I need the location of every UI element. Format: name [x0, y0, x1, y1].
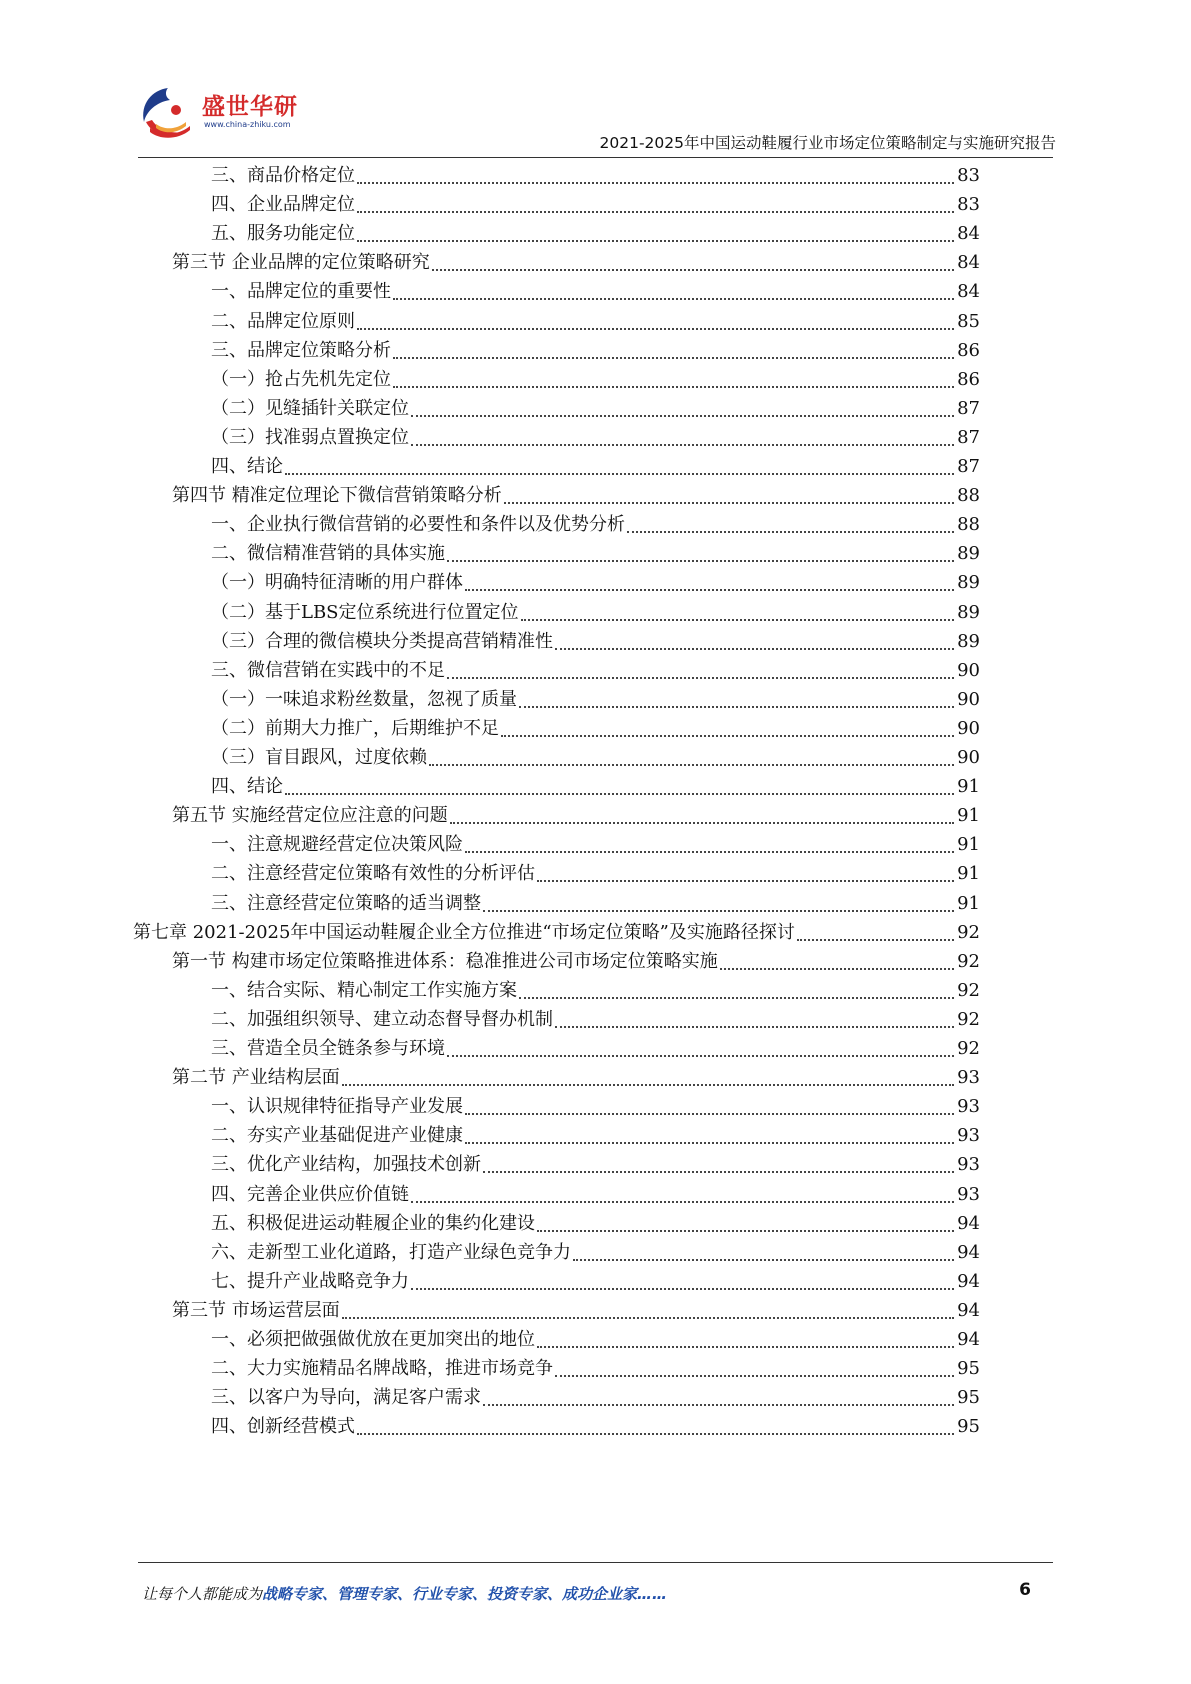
toc-entry[interactable]	[211, 657, 980, 685]
toc-entry-page: 88	[957, 514, 980, 536]
toc-entry[interactable]	[211, 220, 980, 248]
toc-entry[interactable]	[211, 628, 980, 656]
toc-entry-page: 91	[957, 805, 980, 827]
toc-dot-leader	[465, 1142, 954, 1144]
toc-entry[interactable]	[211, 715, 980, 743]
toc-entry[interactable]	[211, 890, 980, 918]
toc-entry-page: 94	[957, 1212, 980, 1234]
toc-dot-leader	[537, 1346, 954, 1348]
toc-entry[interactable]	[172, 1297, 980, 1325]
toc-entry-label: 三、营造全员全链条参与环境	[211, 1038, 445, 1059]
toc-entry-page: 92	[957, 921, 980, 943]
toc-entry-label: 第二节 产业结构层面	[172, 1067, 340, 1089]
toc-entry-label: 第三节 企业品牌的定位策略研究	[172, 252, 430, 274]
toc-entry[interactable]	[211, 366, 980, 394]
toc-entry-label: 四、完善企业供应价值链	[211, 1183, 409, 1205]
toc-dot-leader	[555, 648, 954, 650]
toc-entry-label: 三、注意经营定位策略的适当调整	[211, 892, 481, 914]
toc-entry-label: 三、优化产业结构，加强技术创新	[211, 1154, 481, 1176]
toc-entry[interactable]	[172, 1064, 980, 1092]
toc-entry-label: （一）一味追求粉丝数量，忽视了质量	[211, 688, 517, 710]
toc-entry-label: 一、品牌定位的重要性	[211, 281, 391, 303]
toc-entry-page: 89	[957, 543, 980, 565]
toc-entry[interactable]	[211, 540, 980, 568]
toc-entry[interactable]	[211, 1384, 980, 1412]
toc-entry-label: 二、大力实施精品名牌战略，推进市场竞争	[211, 1358, 553, 1380]
toc-entry[interactable]	[172, 802, 980, 830]
toc-entry-label: 一、企业执行微信营销的必要性和条件以及优势分析	[211, 514, 625, 536]
report-title: 2021-2025年中国运动鞋履行业市场定位策略制定与实施研究报告	[599, 134, 1056, 152]
toc-dot-leader	[447, 560, 954, 562]
logo-mark-icon	[138, 82, 200, 144]
toc-dot-leader	[537, 1230, 954, 1232]
toc-dot-leader	[521, 619, 954, 621]
toc-entry-page: 91	[957, 892, 980, 914]
toc-entry-page: 92	[957, 950, 980, 972]
toc-dot-leader	[357, 182, 954, 184]
toc-dot-leader	[720, 968, 954, 970]
toc-entry-label: 三、商品价格定位	[211, 165, 355, 186]
toc-dot-leader	[465, 851, 954, 853]
toc-entry[interactable]	[211, 1268, 980, 1296]
toc-dot-leader	[411, 444, 954, 446]
toc-dot-leader	[501, 735, 954, 737]
toc-entry-label: 第四节 精准定位理论下微信营销策略分析	[172, 485, 502, 507]
toc-entry[interactable]	[211, 424, 980, 452]
toc-entry-label: 四、创新经营模式	[211, 1416, 355, 1438]
toc-entry[interactable]	[211, 744, 980, 772]
toc-dot-leader	[393, 298, 954, 300]
toc-entry-label: 五、积极促进运动鞋履企业的集约化建设	[211, 1212, 535, 1234]
toc-entry-page: 92	[957, 979, 980, 1001]
toc-entry-page: 95	[957, 1416, 980, 1438]
toc-dot-leader	[411, 1201, 954, 1203]
toc-entry-page: 84	[957, 252, 980, 274]
toc-entry-label: 一、注意规避经营定位决策风险	[211, 834, 463, 856]
toc-dot-leader	[411, 415, 954, 417]
toc-entry-page: 84	[957, 223, 980, 245]
toc-entry[interactable]	[211, 278, 980, 306]
toc-entry-label: 四、企业品牌定位	[211, 194, 355, 216]
toc-entry-label: 五、服务功能定位	[211, 223, 355, 245]
toc-entry-label: 第一节 构建市场定位策略推进体系：稳准推进公司市场定位策略实施	[172, 950, 718, 972]
toc-entry[interactable]	[211, 308, 980, 336]
toc-dot-leader	[342, 1317, 954, 1319]
toc-entry-label: （二）基于LBS定位系统进行位置定位	[211, 601, 519, 623]
toc-entry-label: 四、结论	[211, 776, 283, 798]
toc-entry-page: 90	[957, 717, 980, 739]
toc-dot-leader	[483, 1171, 954, 1173]
toc-entry[interactable]	[172, 249, 980, 277]
toc-entry-page: 84	[957, 281, 980, 303]
toc-entry[interactable]	[172, 482, 980, 510]
toc-dot-leader	[357, 240, 954, 242]
toc-entry-page: 94	[957, 1329, 980, 1350]
toc-entry-page: 91	[957, 776, 980, 798]
toc-entry-label: （三）找准弱点置换定位	[211, 426, 409, 448]
toc-entry-label: 一、结合实际、精心制定工作实施方案	[211, 979, 517, 1001]
toc-entry-page: 86	[957, 368, 980, 390]
page-header	[0, 0, 1191, 160]
toc-entry-page: 88	[957, 485, 980, 507]
slogan-prefix: 让每个人都能成为	[142, 1585, 263, 1603]
toc-entry[interactable]	[211, 773, 980, 801]
toc-entry[interactable]	[172, 948, 980, 976]
toc-entry-label: （三）合理的微信模块分类提高营销精准性	[211, 630, 553, 652]
toc-entry-label: 一、认识规律特征指导产业发展	[211, 1096, 463, 1118]
toc-dot-leader	[357, 211, 954, 213]
toc-entry[interactable]	[211, 1006, 980, 1034]
toc-entry-label: 二、注意经营定位策略有效性的分析评估	[211, 863, 535, 885]
toc-entry[interactable]	[211, 1122, 980, 1150]
toc-entry-page: 83	[957, 165, 980, 186]
toc-dot-leader	[797, 939, 954, 941]
toc-entry-page: 83	[957, 194, 980, 216]
toc-entry[interactable]	[211, 162, 980, 190]
toc-entry-label: 七、提升产业战略竞争力	[211, 1270, 409, 1292]
page-number: 6	[1019, 1580, 1031, 1600]
company-logo	[138, 82, 328, 144]
toc-entry[interactable]	[211, 977, 980, 1005]
toc-dot-leader	[450, 822, 954, 824]
toc-dot-leader	[465, 1113, 954, 1115]
toc-entry[interactable]	[211, 1326, 980, 1354]
toc-dot-leader	[342, 1084, 954, 1086]
toc-entry-label: 二、夯实产业基础促进产业健康	[211, 1125, 463, 1147]
toc-entry-page: 94	[957, 1241, 980, 1263]
toc-dot-leader	[429, 764, 954, 766]
toc-entry-page: 89	[957, 630, 980, 652]
toc-entry-label: （一）明确特征清晰的用户群体	[211, 572, 463, 594]
toc-entry-page: 90	[957, 747, 980, 768]
toc-entry-label: 四、结论	[211, 456, 283, 477]
toc-entry[interactable]	[211, 1355, 980, 1383]
toc-dot-leader	[483, 910, 954, 912]
toc-entry[interactable]	[211, 1181, 980, 1209]
toc-entry-page: 87	[957, 397, 980, 419]
toc-entry-label: 三、微信营销在实践中的不足	[211, 659, 445, 681]
toc-entry-page: 89	[957, 572, 980, 594]
toc-entry-label: 二、加强组织领导、建立动态督导督办机制	[211, 1008, 553, 1030]
toc-dot-leader	[519, 997, 954, 999]
toc-entry-label: 三、以客户为导向，满足客户需求	[211, 1387, 481, 1409]
toc-entry-page: 92	[957, 1008, 980, 1030]
toc-entry-page: 93	[957, 1183, 980, 1205]
toc-entry[interactable]	[211, 191, 980, 219]
toc-entry[interactable]	[211, 686, 980, 714]
toc-dot-leader	[393, 357, 954, 359]
toc-entry-page: 86	[957, 339, 980, 361]
toc-entry[interactable]	[133, 919, 980, 947]
toc-entry-label: 六、走新型工业化道路，打造产业绿色竞争力	[211, 1241, 571, 1263]
logo-url: www.china-zhiku.com	[204, 120, 291, 129]
toc-entry-page: 93	[957, 1154, 980, 1176]
toc-dot-leader	[447, 677, 954, 679]
toc-dot-leader	[357, 328, 954, 330]
toc-dot-leader	[504, 502, 954, 504]
toc-entry[interactable]	[211, 453, 980, 481]
toc-dot-leader	[465, 589, 954, 591]
toc-entry-page: 87	[957, 456, 980, 477]
toc-entry-label: 三、品牌定位策略分析	[211, 339, 391, 361]
toc-dot-leader	[483, 1404, 954, 1406]
toc-dot-leader	[285, 473, 954, 475]
slogan-highlight: 战略专家、管理专家、行业专家、投资专家、成功企业家……	[262, 1585, 668, 1603]
toc-entry-page: 93	[957, 1125, 980, 1147]
toc-entry[interactable]	[211, 395, 980, 423]
toc-dot-leader	[357, 1433, 954, 1435]
toc-entry[interactable]	[211, 1151, 980, 1179]
toc-entry-page: 91	[957, 863, 980, 885]
toc-dot-leader	[537, 880, 954, 882]
toc-entry-page: 93	[957, 1096, 980, 1118]
toc-dot-leader	[555, 1026, 954, 1028]
toc-entry-label: （一）抢占先机先定位	[211, 368, 391, 390]
toc-entry-label: 第七章 2021-2025年中国运动鞋履企业全方位推进“市场定位策略”及实施路径探讨	[133, 921, 795, 943]
toc-entry-page: 91	[957, 834, 980, 856]
toc-entry[interactable]	[211, 831, 980, 859]
logo-name: 盛世华研	[202, 94, 298, 120]
toc-dot-leader	[519, 706, 954, 708]
toc-entry[interactable]	[211, 511, 980, 539]
toc-entry-page: 85	[957, 310, 980, 332]
toc-entry-label: 二、微信精准营销的具体实施	[211, 543, 445, 565]
toc-dot-leader	[285, 793, 954, 795]
toc-entry-label: 二、品牌定位原则	[211, 310, 355, 332]
toc-entry[interactable]	[211, 337, 980, 365]
toc-entry-page: 90	[957, 659, 980, 681]
toc-dot-leader	[432, 269, 954, 271]
toc-dot-leader	[411, 1288, 954, 1290]
toc-entry-page: 89	[957, 601, 980, 623]
toc-entry-page: 94	[957, 1270, 980, 1292]
toc-dot-leader	[573, 1259, 954, 1261]
header-divider	[138, 157, 1053, 158]
toc-entry[interactable]	[211, 1093, 980, 1121]
toc-entry-page: 90	[957, 688, 980, 710]
toc-entry[interactable]	[211, 1239, 980, 1267]
toc-entry-page: 95	[957, 1358, 980, 1380]
toc-entry-label: 第五节 实施经营定位应注意的问题	[172, 805, 448, 827]
footer-slogan	[142, 1583, 667, 1604]
toc-dot-leader	[627, 531, 954, 533]
toc-entry-label: （二）前期大力推广，后期维护不足	[211, 717, 499, 739]
toc-dot-leader	[393, 386, 954, 388]
toc-entry[interactable]	[211, 1413, 980, 1441]
toc-entry[interactable]	[211, 860, 980, 888]
toc-entry[interactable]	[211, 599, 980, 627]
toc-entry-label: 一、必须把做强做优放在更加突出的地位	[211, 1329, 535, 1350]
toc-entry-page: 95	[957, 1387, 980, 1409]
toc-entry-page: 94	[957, 1299, 980, 1321]
toc-entry-label: 第三节 市场运营层面	[172, 1299, 340, 1321]
toc-entry-page: 93	[957, 1067, 980, 1089]
toc-entry[interactable]	[211, 569, 980, 597]
toc-entry[interactable]	[211, 1210, 980, 1238]
toc-dot-leader	[447, 1055, 954, 1057]
toc-entry-page: 92	[957, 1038, 980, 1059]
toc-entry-label: （三）盲目跟风，过度依赖	[211, 747, 427, 768]
footer-divider	[138, 1562, 1053, 1563]
toc-entry[interactable]	[211, 1035, 980, 1063]
toc-entry-page: 87	[957, 426, 980, 448]
toc-dot-leader	[555, 1375, 954, 1377]
toc-entry-label: （二）见缝插针关联定位	[211, 397, 409, 419]
